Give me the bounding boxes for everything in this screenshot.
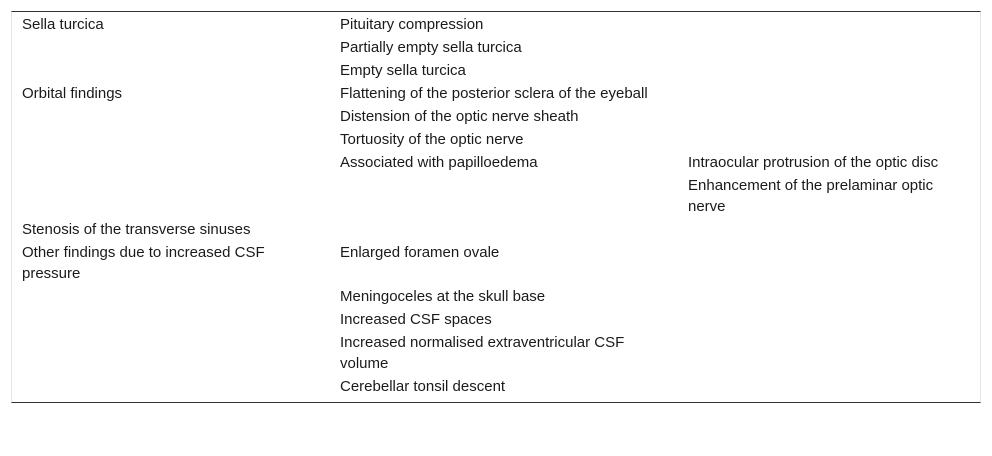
table-row xyxy=(12,175,980,219)
finding-cell: Increased CSF spaces xyxy=(340,311,492,328)
subfinding-cell xyxy=(679,219,980,242)
table-row xyxy=(12,219,980,242)
finding-cell xyxy=(330,219,679,242)
findings-table xyxy=(12,14,980,399)
subfinding-cell: Enhancement of the prelaminar optic nerve xyxy=(688,177,934,215)
subfinding-cell xyxy=(679,376,980,399)
table-row xyxy=(12,37,980,60)
finding-cell: Empty sella turcica xyxy=(340,62,466,79)
subfinding-cell xyxy=(679,106,980,129)
table-row xyxy=(12,376,980,399)
table-row xyxy=(12,129,980,152)
table-row xyxy=(12,332,980,376)
table-row xyxy=(12,106,980,129)
table-row xyxy=(12,152,980,175)
category-cell xyxy=(12,106,330,129)
finding-cell: Partially empty sella turcica xyxy=(340,39,522,56)
category-cell xyxy=(12,309,330,332)
subfinding-cell: Intraocular protrusion of the optic disc xyxy=(688,154,939,171)
category-cell xyxy=(12,152,330,175)
category-cell: Other findings due to increased CSF pressure xyxy=(22,244,265,282)
subfinding-cell xyxy=(679,242,980,286)
category-cell xyxy=(12,286,330,309)
category-cell xyxy=(12,60,330,83)
subfinding-cell xyxy=(679,37,980,60)
category-cell xyxy=(12,37,330,60)
subfinding-cell xyxy=(679,83,980,106)
category-cell xyxy=(12,175,330,219)
category-cell xyxy=(12,376,330,399)
subfinding-cell xyxy=(679,129,980,152)
subfinding-cell xyxy=(679,14,980,37)
finding-cell: Enlarged foramen ovale xyxy=(340,244,500,261)
subfinding-cell xyxy=(679,332,980,376)
finding-cell: Tortuosity of the optic nerve xyxy=(340,131,524,148)
category-cell xyxy=(12,129,330,152)
table-row xyxy=(12,60,980,83)
finding-cell: Distension of the optic nerve sheath xyxy=(340,108,579,125)
table-row xyxy=(12,242,980,286)
finding-cell: Cerebellar tonsil descent xyxy=(340,378,506,395)
category-cell xyxy=(12,332,330,376)
finding-cell xyxy=(330,175,679,219)
finding-cell: Flattening of the posterior sclera of the eyeball xyxy=(340,85,648,102)
finding-cell: Associated with papilloedema xyxy=(340,154,538,171)
category-cell: Stenosis of the transverse sinuses xyxy=(22,221,251,238)
subfinding-cell xyxy=(679,309,980,332)
subfinding-cell xyxy=(679,286,980,309)
finding-cell: Meningoceles at the skull base xyxy=(340,288,546,305)
table-row xyxy=(12,309,980,332)
finding-cell: Increased normalised extraventricular CSF volume xyxy=(340,334,625,372)
findings-table-container xyxy=(11,11,981,403)
category-cell: Orbital findings xyxy=(22,85,123,102)
table-row xyxy=(12,14,980,37)
table-row xyxy=(12,83,980,106)
subfinding-cell xyxy=(679,60,980,83)
finding-cell: Pituitary compression xyxy=(340,16,484,33)
category-cell: Sella turcica xyxy=(22,16,104,33)
table-row xyxy=(12,286,980,309)
